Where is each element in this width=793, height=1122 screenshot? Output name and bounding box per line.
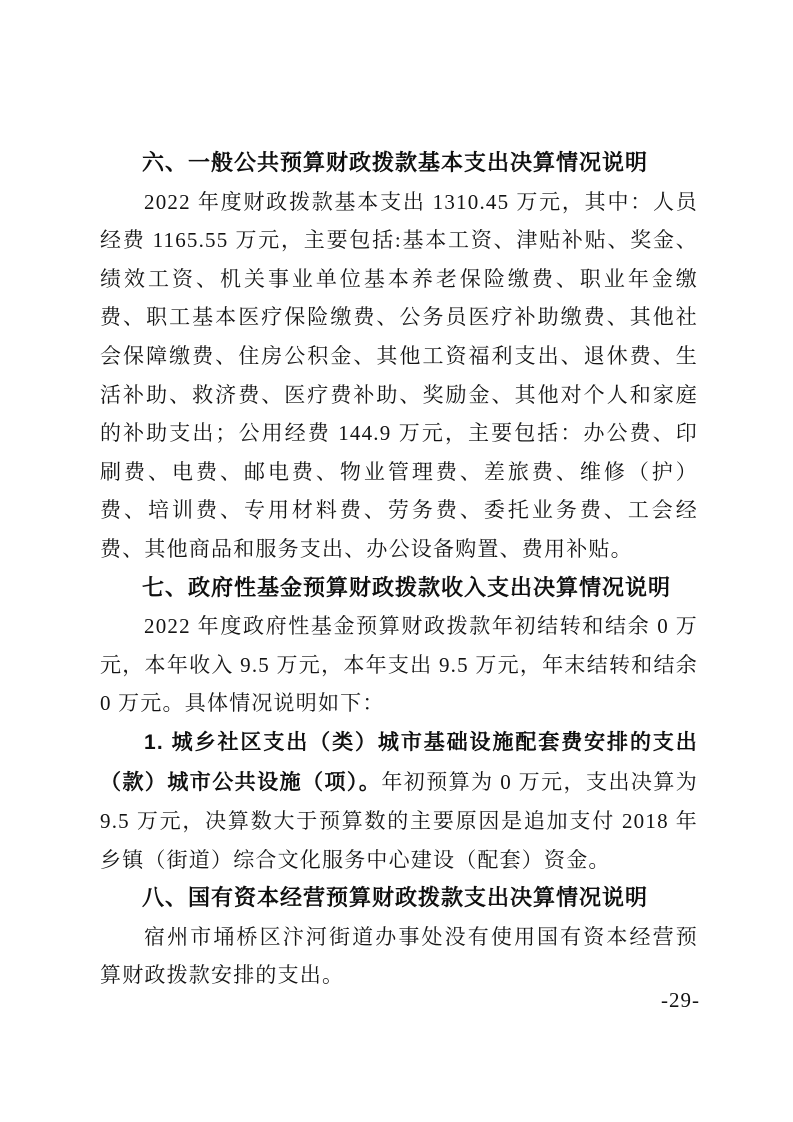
section-7-item-paragraph [100,723,698,879]
document-content [100,144,698,995]
item-bold-lead: 1. 城乡社区支出（类）城市基础设施配套费安排的支出（款）城市公共设施（项）。 [100,730,698,794]
section-7-paragraph: 2022 年度政府性基金预算财政拨款年初结转和结余 0 万元，本年收入 9.5 万元，本年支出 9.5 万元，年末结转和结余 0 万元。具体情况说明如下： [100,614,698,716]
section-8-paragraph: 宿州市埇桥区汴河街道办事处没有使用国有资本经营预算财政拨款安排的支出。 [100,924,698,988]
section-heading-6: 六、一般公共预算财政拨款基本支出决算情况说明 [142,150,649,175]
page-number: -29- [661,988,700,1012]
item-text: 年初预算为 0 万元，支出决算为 9.5 万元，决算数大于预算数的主要原因是追加支付 2018 年乡镇（街道）综合文化服务中心建设（配套）资金。 [100,769,698,872]
section-heading-7: 七、政府性基金预算财政拨款收入支出决算情况说明 [142,574,672,600]
section-6-paragraph: 2022 年度财政拨款基本支出 1310.45 万元，其中：人员经费 1165.55 万元，主要包括:基本工资、津贴补贴、奖金、绩效工资、机关事业单位基本养老保险缴费、职业年金缴费、职工基本医疗保险缴费、公务员医疗补助缴费、其他社会保障缴费、住房公积金、其他工资福利支出、退休费、生活补助、救济费、医疗费补助、奖励金、其他对个人和家庭的补助支出；公用经费 144.9 万元，主要包括：办公费、印刷费、电费、邮电费、物业管理费、差旅费、维修（护）费、培训费、专用材料费、劳务费、委托业务费、工会经费、其他商品和服务支出、办公设备购置、费用补贴。 [100,189,698,561]
section-heading-8: 八、国有资本经营预算财政拨款支出决算情况说明 [142,885,649,911]
